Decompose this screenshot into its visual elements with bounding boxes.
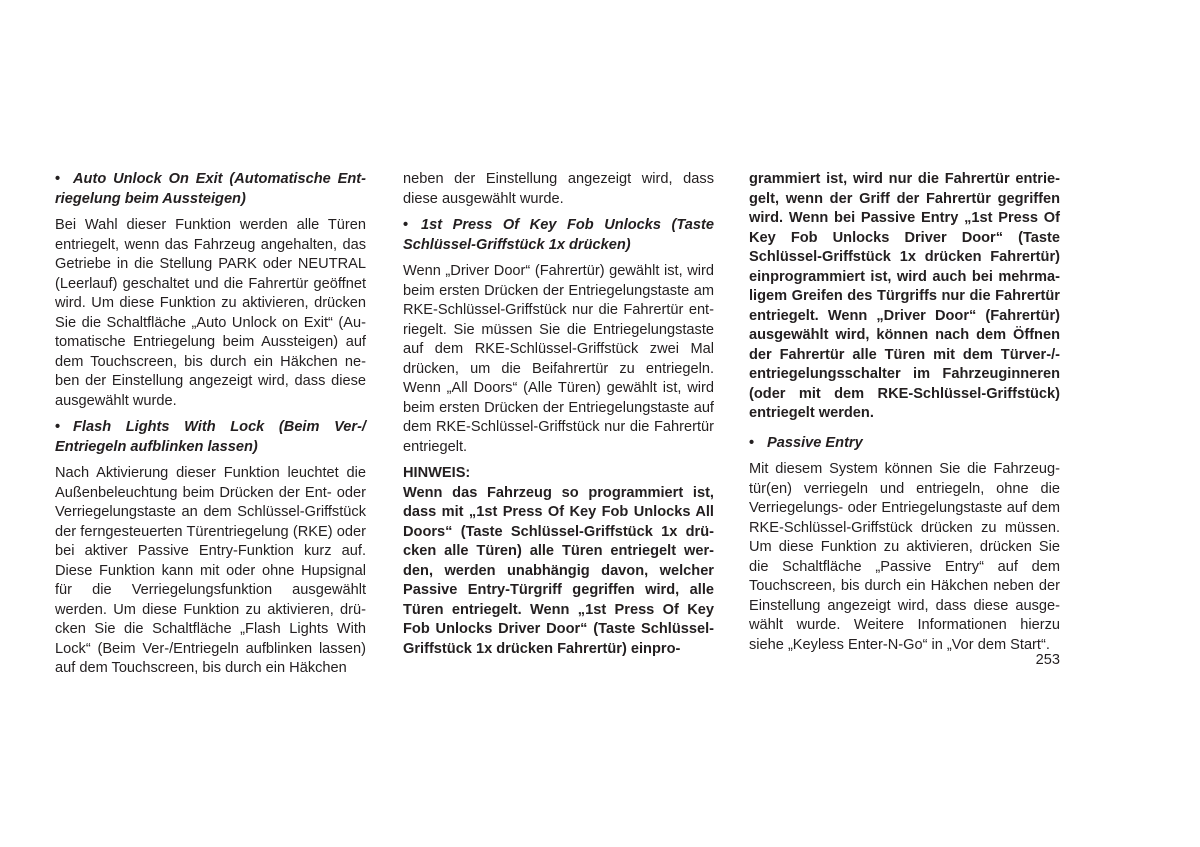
paragraph-flash-lights: Nach Aktivierung dieser Funktion leuchtet die Außenbeleuchtung beim Drücken der Ent- oder Verriegelungstaste an dem Schlüssel-Griffstück der ferngesteuerten Türentriegelung (RKE) oder bei aktiver Passive Entry-Funktion kurz auf. Diese Funktion kann mit oder ohne Hupsignal für die Verriegelungsfunktion ausgewählt werden. Um diese Funktion zu aktivieren, drücken Sie die Schaltfläche „Flash Lights With Lock“ (Beim Ver-/Entriegeln aufblinken lassen) auf dem Touchscreen, bis durch ein Häkchen <box>55 465 366 676</box>
text-column-middle <box>403 170 714 659</box>
note-body: Wenn das Fahrzeug so programmiert ist, dass mit „1st Press Of Key Fob Unlocks All Doors“ (Taste Schlüssel-Griffstück 1x drücken alle Türen) alle Türen entriegelt werden, werden unabhängig davon, welcher Passive Entry-Türgriff gegriffen wird, alle Türen entriegelt. Wenn „1st Press Of Key Fob Unlocks Driver Door“ (Taste Schlüssel-Griffstück 1x drücken Fahrertür) einpro- <box>403 484 714 657</box>
bullet-icon: • <box>55 171 61 187</box>
note-label: HINWEIS: <box>403 465 471 481</box>
section-heading-flash-lights <box>55 418 366 457</box>
paragraph-flash-lights-continued: neben der Einstellung angezeigt wird, dass diese ausgewählt wurde. <box>403 171 714 207</box>
bullet-icon: • <box>403 217 409 233</box>
paragraph-passive-entry: Mit diesem System können Sie die Fahrzeugtür(en) verriegeln und entriegeln, ohne die Verriegelungs- oder Entriegelungstaste auf dem RKE-Schlüssel-Griffstück drücken zu müssen. Um diese Funktion zu aktivieren, drücken Sie die Schaltfläche „Passive Entry“ auf dem Touchscreen, bis durch ein Häkchen neben der Einstellung angezeigt wird, dass diese ausgewählt wurde. Weitere Informationen hierzu siehe „Keyless Enter-N-Go“ in „Vor dem Start“. <box>749 461 1060 653</box>
page-number: 253 <box>1035 652 1060 668</box>
heading-text: Passive Entry <box>767 434 863 451</box>
heading-text: Auto Unlock On Exit (Automatische Entriegelung beim Aussteigen) <box>55 171 366 207</box>
section-heading-passive-entry <box>749 434 1060 454</box>
text-column-right <box>749 170 1060 655</box>
bullet-icon: • <box>749 434 755 451</box>
section-heading-first-press <box>403 216 714 255</box>
paragraph-first-press: Wenn „Driver Door“ (Fahrertür) gewählt ist, wird beim ersten Drücken der Entriegelungstaste am RKE-Schlüssel-Griffstück nur die Fahrertür entriegelt. Sie müssen Sie die Entriegelungstaste auf dem RKE-Schlüssel-Griffstück zwei Mal drücken, um die Beifahrertür zu entriegeln. Wenn „All Doors“ (Alle Türen) gewählt ist, wird beim ersten Drücken der Entriegelungstaste auf dem RKE-Schlüssel-Griffstück nur die Fahrertür entriegelt. <box>403 263 714 455</box>
bullet-icon: • <box>55 419 61 435</box>
heading-text: 1st Press Of Key Fob Unlocks (Taste Schlüssel-Griffstück 1x drücken) <box>403 217 714 253</box>
heading-text: Flash Lights With Lock (Beim Ver-/ Entriegeln aufblinken lassen) <box>55 419 366 455</box>
paragraph-auto-unlock: Bei Wahl dieser Funktion werden alle Türen entriegelt, wenn das Fahrzeug angehalten, das Getriebe in die Stellung PARK oder NEUTRAL (Leerlauf) geschaltet und die Fahrertür geöffnet wird. Um diese Funktion zu aktivieren, drücken Sie die Schaltfläche „Auto Unlock on Exit“ (Automatische Entriegelung beim Aussteigen) auf dem Touchscreen, bis durch ein Häkchen neben der Einstellung angezeigt wird, dass diese ausgewählt wurde. <box>55 217 366 409</box>
section-heading-auto-unlock <box>55 170 366 209</box>
note-body-continued: grammiert ist, wird nur die Fahrertür entriegelt, wenn der Griff der Fahrertür gegriffen wird. Wenn bei Passive Entry „1st Press Of Key Fob Unlocks Driver Door“ (Taste Schlüssel-Griffstück 1x drücken Fahrertür) einprogrammiert ist, wird auch bei mehrmaligem Greifen des Türgriffs nur die Fahrertür entriegelt. Wenn „Driver Door“ (Fahrertür) ausgewählt wird, können nach dem Öffnen der Fahrertür alle Türen mit dem Türver-/-entriegelungsschalter im Fahrzeuginneren (oder mit dem RKE-Schlüssel-Griffstück) entriegelt werden. <box>749 171 1060 421</box>
text-column-left <box>55 170 366 679</box>
